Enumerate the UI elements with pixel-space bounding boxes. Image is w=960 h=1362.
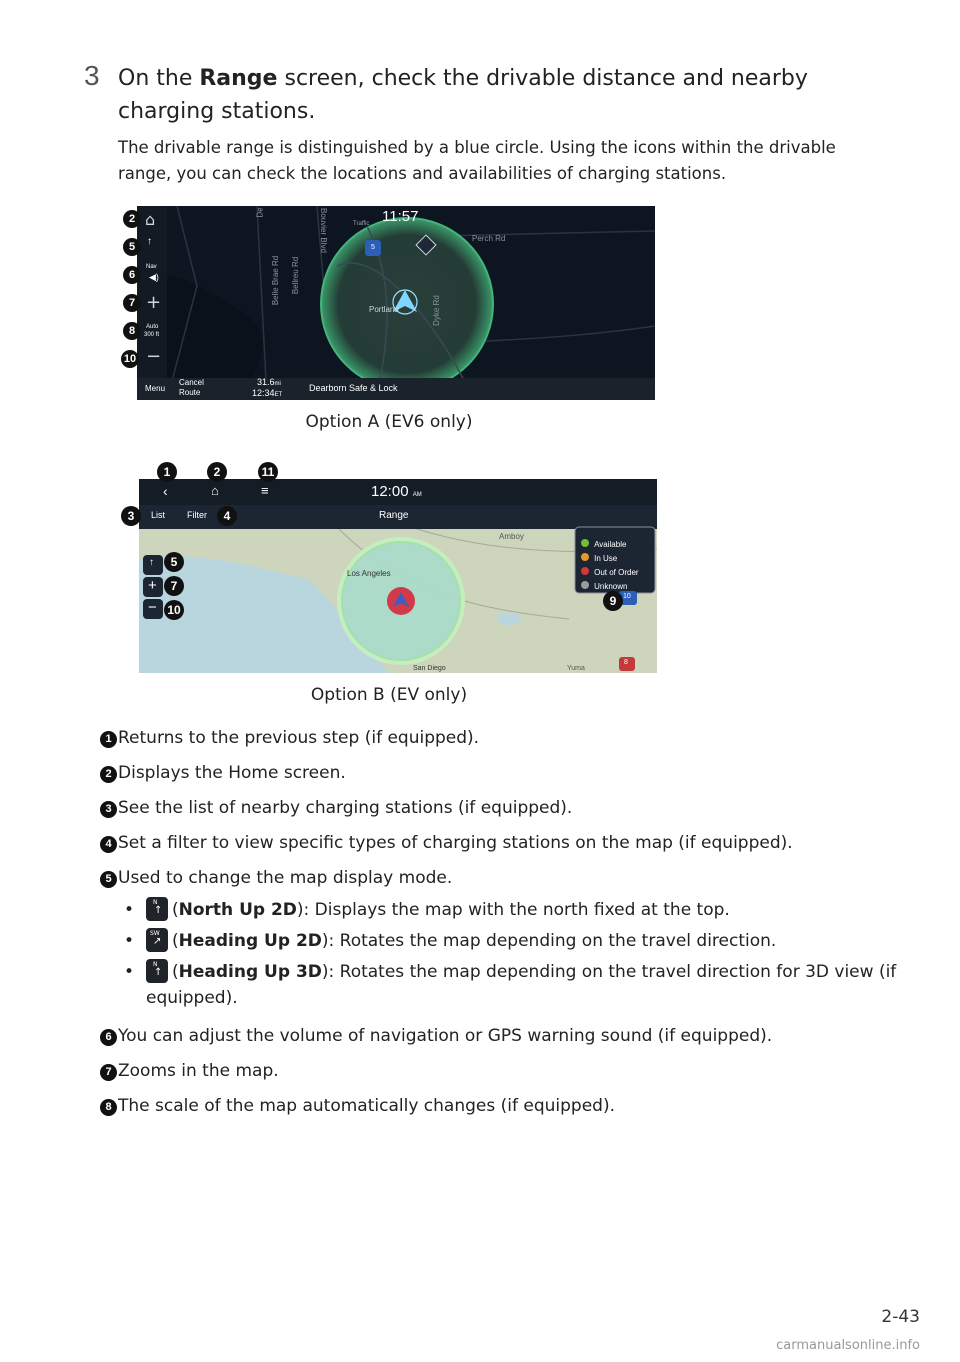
eta-value: 12:34ET — [252, 388, 283, 398]
legend-in-use: In Use — [581, 546, 639, 560]
intro-paragraph: The drivable range is distinguished by a blue circle. Using the icons within the drivable range, you can check the locations and availabilities of charging stations. — [118, 138, 836, 183]
legend-out-of-order: Out of Order — [581, 560, 639, 574]
city-portland: Portland — [369, 305, 399, 314]
map-a-graphic — [137, 206, 655, 400]
road-de: De — [255, 207, 265, 218]
road-perch: Perch Rd — [472, 234, 506, 243]
city-san-diego: San Diego — [413, 665, 446, 672]
callout-a-5: 5 — [123, 238, 141, 256]
road-bellreu: Bellreu Rd — [291, 256, 301, 295]
heading-up-2d-icon: SW ↗ — [146, 928, 168, 952]
caption-option-b: Option B (EV only) — [310, 685, 468, 705]
interstate-5-shield: 5 — [371, 244, 375, 251]
cancel-route-button[interactable]: Cancel Route — [179, 378, 204, 397]
list-button[interactable]: List — [151, 510, 166, 520]
menu-button[interactable]: Menu — [145, 384, 166, 393]
callout-a-2: 2 — [123, 210, 141, 228]
volume-icon[interactable]: ◀) — [149, 272, 159, 282]
auto-label: Auto — [146, 324, 159, 330]
step-number: 3 — [84, 60, 100, 91]
callout-b-5: 5 — [164, 552, 184, 572]
interstate-10-shield: 10 — [623, 593, 631, 600]
callout-b-3: 3 — [121, 506, 141, 526]
callout-b-10: 10 — [164, 600, 184, 620]
callout-b-9: 9 — [603, 591, 623, 611]
road-bouvier: Bouvier Blvd — [318, 208, 328, 253]
callout-a-8: 8 — [123, 322, 141, 340]
caption-option-a: Option A (EV6 only) — [305, 412, 473, 432]
watermark: carmanualsonline.info — [776, 1338, 920, 1353]
menu-icon[interactable]: ≡ — [261, 483, 269, 498]
legend-available: Available — [581, 532, 639, 546]
zoom-in-icon-b[interactable]: + — [148, 577, 157, 594]
compass-icon[interactable]: ↑ — [147, 236, 152, 247]
map-b-graphic — [139, 479, 657, 673]
callout-b-11: 11 — [258, 462, 278, 482]
city-los-angeles: Los Angeles — [347, 569, 391, 578]
zoom-out-icon-b[interactable]: − — [148, 599, 157, 616]
clock-a: 11:57 — [382, 208, 419, 225]
callout-a-10: 10 — [121, 350, 139, 368]
city-amboy: Amboy — [499, 532, 524, 541]
callout-b-1: 1 — [157, 462, 177, 482]
clock-b: 12:00 AM — [371, 483, 422, 500]
heading-up-3d-icon: N ↑ — [146, 959, 168, 983]
zoom-in-icon[interactable]: + — [146, 292, 162, 313]
traffic-label: Traffic — [353, 221, 370, 227]
destination-label[interactable]: Dearborn Safe & Lock — [309, 383, 398, 393]
road-dyke: Dyke Rd — [431, 295, 441, 326]
unknown-dot-icon — [581, 581, 589, 589]
step-title: On the Range screen, check the drivable distance and nearby charging stations. — [118, 66, 808, 124]
page-number: 2-43 — [881, 1307, 920, 1327]
range-title: Range — [379, 510, 409, 521]
home-icon-b[interactable]: ⌂ — [211, 483, 219, 498]
callout-a-6: 6 — [123, 266, 141, 284]
home-icon[interactable]: ⌂ — [145, 210, 156, 229]
north-up-2d-icon: N ↑ — [146, 897, 168, 921]
callout-b-4: 4 — [217, 506, 237, 526]
callout-b-7: 7 — [164, 576, 184, 596]
callout-b-2: 2 — [207, 462, 227, 482]
interstate-8-shield: 8 — [624, 659, 628, 666]
zoom-out-icon[interactable]: − — [146, 346, 162, 367]
filter-button[interactable]: Filter — [187, 510, 207, 520]
legend-unknown: Unknown — [581, 574, 639, 588]
callout-a-7: 7 — [123, 294, 141, 312]
compass-icon-b[interactable]: ↑ — [149, 557, 154, 568]
back-icon[interactable]: ‹ — [163, 483, 168, 499]
road-belle-brae: Belle Brae Rd — [271, 255, 281, 306]
city-yuma: Yuma — [567, 665, 585, 672]
screenshot-option-a — [137, 206, 655, 400]
screenshot-option-b — [139, 479, 657, 673]
nav-label: Nav — [146, 264, 157, 270]
distance-value: 31.6mi — [257, 377, 281, 387]
legend — [581, 532, 639, 591]
scale-label[interactable]: 300 ft — [144, 332, 160, 338]
